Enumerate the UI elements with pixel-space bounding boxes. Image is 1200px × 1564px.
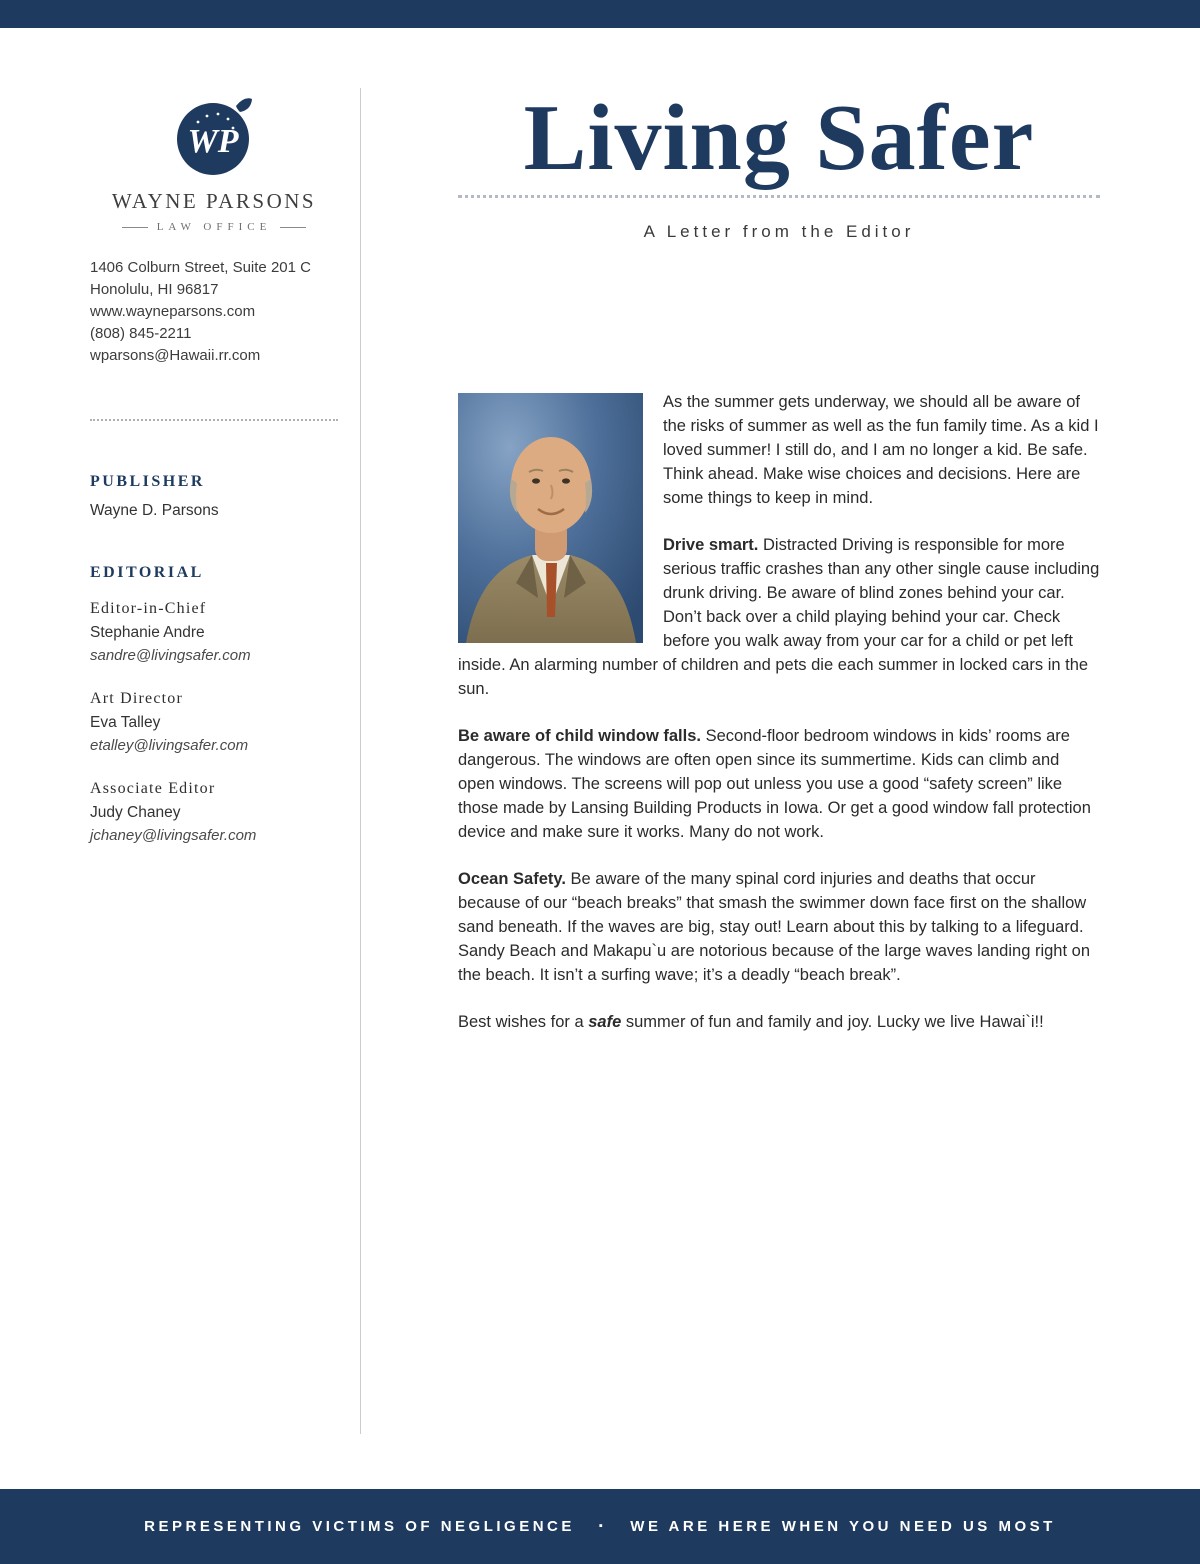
staff-role: Associate Editor [90, 780, 216, 797]
closing-before: Best wishes for a [458, 1013, 589, 1032]
paragraph-text: Second-floor bedroom windows in kids’ rooms are dangerous. The windows are often open since its summertime. Kids can climb and open windows. The screens will pop out unless you use a good “safety screen” like those made by Lansing Building Products in Iowa. Or get a good window fall protection device and make sure it works. Many do not work. [458, 727, 1091, 842]
staff-name: Stephanie Andre [90, 624, 205, 641]
staff-entry [90, 600, 338, 664]
sidebar-dotted-divider [90, 419, 338, 421]
newsletter-subtitle: A Letter from the Editor [643, 222, 915, 242]
contact-phone: (808) 845-2211 [90, 325, 192, 342]
staff-email: jchaney@livingsafer.com [90, 827, 257, 844]
footer-separator-icon: ▪ [598, 1519, 607, 1532]
publisher-name: Wayne D. Parsons [90, 502, 219, 519]
staff-name: Judy Chaney [90, 804, 181, 821]
staff-role: Art Director [90, 690, 184, 707]
main-column [458, 86, 1100, 1057]
firm-subtitle [90, 221, 338, 233]
editorial-section [90, 564, 338, 844]
newsletter-title: Living Safer [523, 86, 1035, 190]
staff-name: Eva Talley [90, 714, 161, 731]
contact-block [90, 257, 338, 367]
contact-email: wparsons@Hawaii.rr.com [90, 347, 261, 364]
footer-bar [0, 1489, 1200, 1564]
contact-website: www.wayneparsons.com [90, 303, 256, 320]
svg-text:WP: WP [187, 123, 239, 160]
paragraph-lead: Ocean Safety. [458, 870, 566, 889]
footer-tagline-left: REPRESENTING VICTIMS OF NEGLIGENCE [144, 1518, 575, 1535]
editorial-heading: EDITORIAL [90, 564, 204, 581]
paragraph-closing [458, 1010, 1100, 1034]
firm-subtitle-label: LAW OFFICE [156, 221, 272, 233]
paragraph-text: As the summer gets underway, we should all be aware of the risks of summer as well as the fun family time. As a kid I loved summer! I still do, and I am no longer a kid. Be safe. Think ahead. Make wise choices and decisions. Here are some things to keep in mind. [663, 393, 1099, 508]
publisher-heading: PUBLISHER [90, 473, 205, 490]
staff-email: sandre@livingsafer.com [90, 647, 251, 664]
editor-portrait-image [458, 393, 643, 643]
publisher-section [90, 473, 338, 520]
closing-after: summer of fun and family and joy. Lucky we live Hawai`i!! [621, 1013, 1044, 1032]
paragraph-lead: Drive smart. [663, 536, 759, 555]
editor-letter [458, 390, 1100, 1034]
paragraph-lead: Be aware of child window falls. [458, 727, 701, 746]
footer-tagline-right: WE ARE HERE WHEN YOU NEED US MOST [630, 1518, 1056, 1535]
contact-address-line-2: Honolulu, HI 96817 [90, 281, 219, 298]
sidebar [90, 92, 338, 870]
paragraph-window-falls [458, 724, 1100, 844]
firm-logo-block [90, 92, 338, 233]
subtitle-rule-left [122, 227, 148, 228]
wp-logo-icon [174, 92, 254, 178]
staff-role: Editor-in-Chief [90, 600, 207, 617]
contact-address-line-1: 1406 Colburn Street, Suite 201 C [90, 259, 311, 276]
firm-name: WAYNE PARSONS [111, 189, 317, 213]
staff-email: etalley@livingsafer.com [90, 737, 249, 754]
masthead-dotted-rule [458, 195, 1100, 198]
staff-entry [90, 780, 338, 844]
staff-entry [90, 690, 338, 754]
masthead [458, 86, 1100, 242]
subtitle-rule-right [280, 227, 306, 228]
top-bar [0, 0, 1200, 28]
paragraph-text: Distracted Driving is responsible for more serious traffic crashes than any other single cause including drunk driving. Be aware of blind zones behind your car. Don’t back over a child playing behind your car. Check before you walk away from your car for a child or pet left inside. An alarming number of children and pets die each summer in locked cars in the sun. [458, 536, 1100, 699]
closing-emphasis: safe [588, 1013, 622, 1032]
paragraph-text: Be aware of the many spinal cord injuries and deaths that occur because of our “beach breaks” that smash the swimmer down face first on the shallow sand beneath. If the waves are big, stay out! Learn about this by talking to a lifeguard. Sandy Beach and Makapu`u are notorious because of the large waves landing right on the beach. It isn’t a surfing wave; it’s a deadly “beach break”. [458, 870, 1090, 985]
paragraph-ocean-safety [458, 867, 1100, 987]
editor-photo [458, 393, 643, 643]
vertical-divider [360, 88, 361, 1434]
